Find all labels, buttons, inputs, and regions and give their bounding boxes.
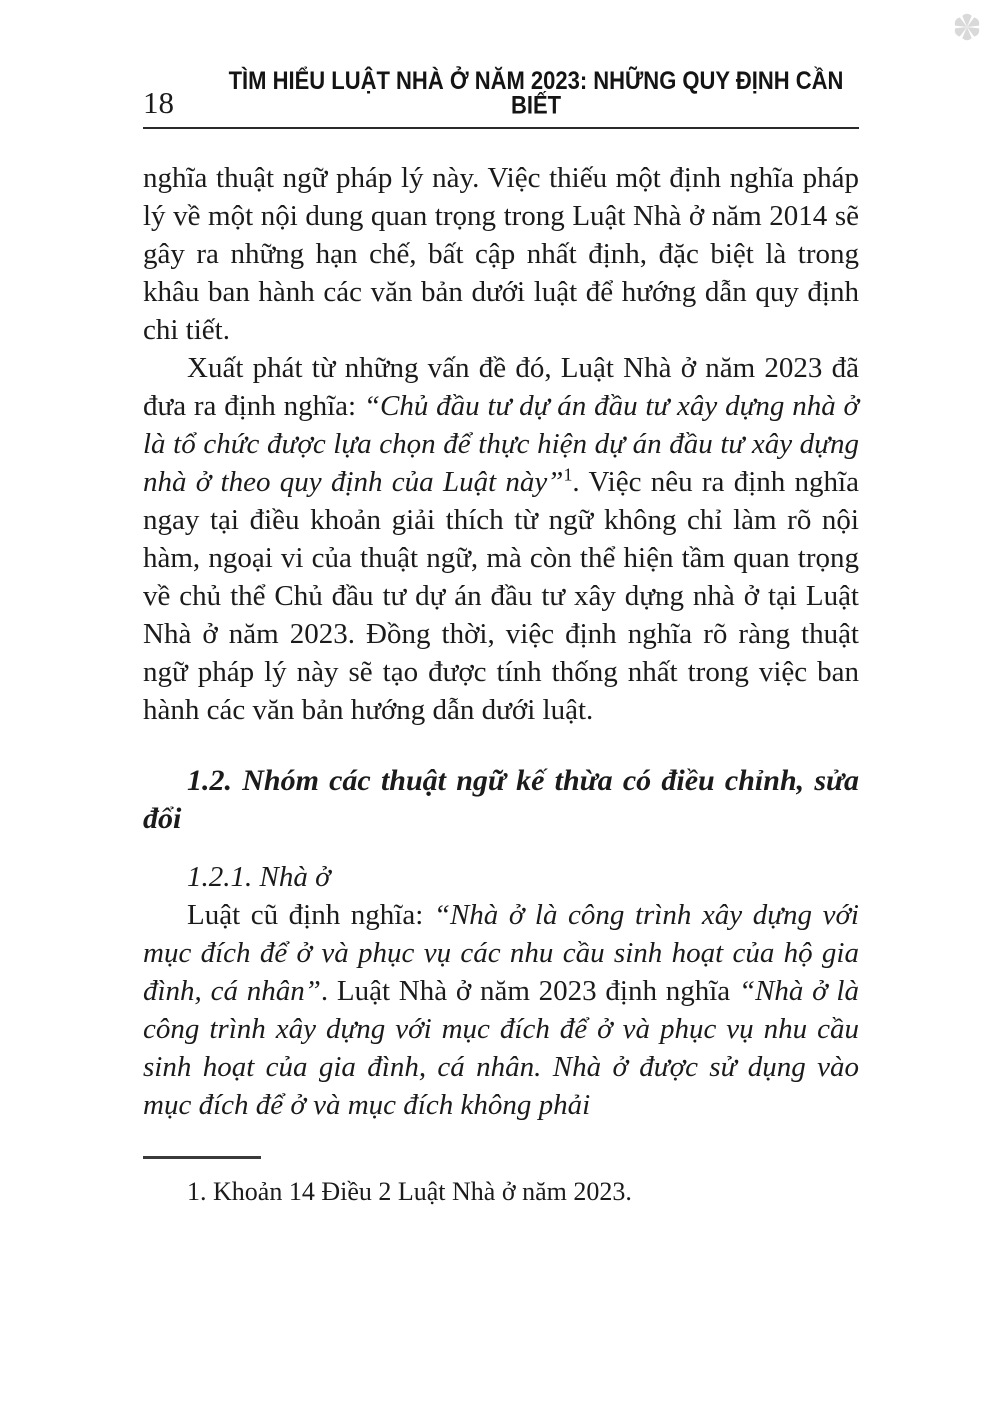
paragraph-continuation: nghĩa thuật ngữ pháp lý này. Việc thiếu một định nghĩa pháp lý về một nội dung quan trọng trong Luật Nhà ở năm 2014 sẽ gây ra những hạn chế, bất cập nhất định, đặc biệt là trong khâu ban hành các văn bản dưới luật để hướng dẫn quy định chi tiết. — [143, 162, 859, 346]
running-header-title: TÌM HIỂU LUẬT NHÀ Ở NĂM 2023: NHỮNG QUY ĐỊNH CẦN BIẾT — [228, 66, 844, 120]
body-text — [143, 159, 859, 1124]
footnote-separator-rule — [143, 1156, 261, 1159]
quoted-definition-new-law: “Nhà ở là công trình xây dựng với mục đích để ở và phục vụ nhu cầu sinh hoạt của gia đình, cá nhân. Nhà ở được sử dụng vào mục đích để ở và mục đích không phải — [143, 975, 859, 1121]
flower-asterisk-icon — [948, 8, 986, 46]
section-heading-1-2: 1.2. Nhóm các thuật ngữ kế thừa có điều chỉnh, sửa đổi — [143, 764, 859, 835]
paragraph-definition-nha-o — [143, 896, 859, 1124]
paragraph-2-lead: Xuất phát từ những vấn đề đó, Luật Nhà ở năm 2023 đã đưa ra định nghĩa: — [143, 352, 859, 422]
paragraph-2-rest: . Việc nêu ra định nghĩa ngay tại điều khoản giải thích từ ngữ không chỉ làm rõ nội hàm, ngoại vi của thuật ngữ, mà còn thể hiện tầm quan trọng về chủ thể Chủ đầu tư dự án đầu tư xây dựng nhà ở tại Luật Nhà ở năm 2023. Đồng thời, việc định nghĩa rõ ràng thuật ngữ pháp lý này sẽ tạo được tính thống nhất trong việc ban hành các văn bản hướng dẫn dưới luật. — [143, 466, 859, 726]
footnote-reference-1: 1 — [563, 464, 573, 485]
text-column — [143, 0, 859, 1209]
running-header — [143, 66, 859, 129]
subsection-heading-1-2-1: 1.2.1. Nhà ở — [187, 861, 331, 893]
paragraph-3-lead: Luật cũ định nghĩa: — [187, 899, 434, 931]
quoted-definition-investor: “Chủ đầu tư dự án đầu tư xây dựng nhà ở là tổ chức được lựa chọn để thực hiện dự án đầu tư xây dựng nhà ở theo quy định của Luật này” — [143, 390, 859, 498]
footnote-area — [143, 1156, 859, 1209]
paragraph-definition-chu-dau-tu — [143, 349, 859, 729]
page-number: 18 — [143, 85, 174, 120]
footnote-1: 1. Khoản 14 Điều 2 Luật Nhà ở năm 2023. — [187, 1177, 632, 1206]
quoted-definition-old-law: “Nhà ở là công trình xây dựng với mục đích để ở và phục vụ các nhu cầu sinh hoạt của hộ gia đình, cá nhân” — [143, 899, 859, 1007]
paragraph-3-mid: . Luật Nhà ở năm 2023 định nghĩa — [320, 975, 739, 1007]
